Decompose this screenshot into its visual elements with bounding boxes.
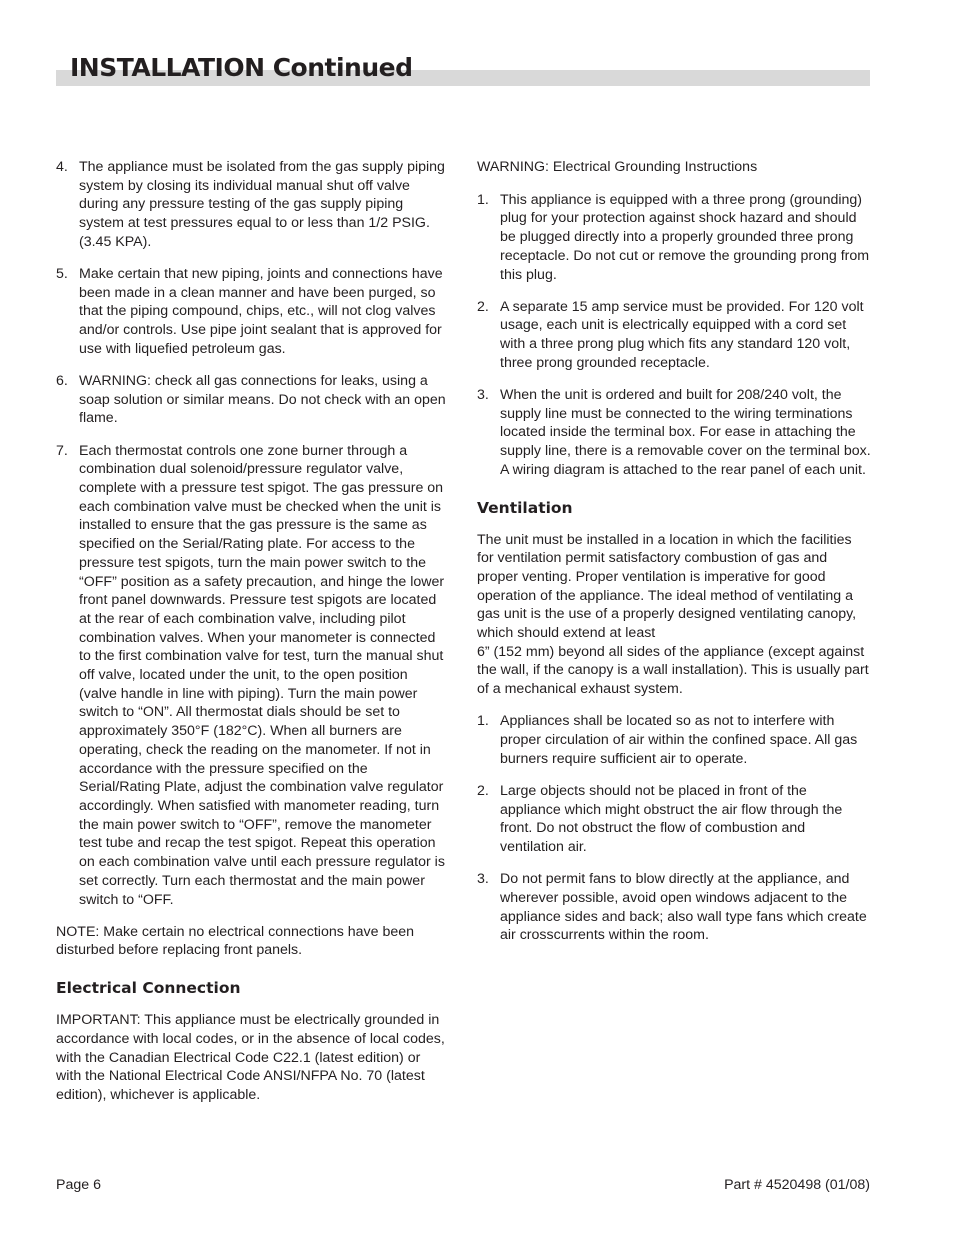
grounding-item-1	[477, 191, 871, 285]
list-text: When the unit is ordered and built for 208/240 volt, the supply line must be connected to the wiring terminations located inside the terminal box. For ease in attaching the supply line, there is a removable cover on the terminal box. A wiring diagram is attached to the rear panel of each unit.	[500, 387, 871, 478]
list-text: Each thermostat controls one zone burner through a combination dual solenoid/pressure regulator valve, complete with a pressure test spigot. The gas pressure on each combination valve must be checked when the unit is installed to ensure that the gas pressure is the same as specified on the Serial/Rating plate. For access to the pressure test spigots, turn the main power switch to the “OFF” position as a safety precaution, and hinge the lower front panel downwards. Pressure test spigots are located at the rear of each combination valve, including pilot combination valves. When your manometer is connected to the first combination valve for test, turn the manual shut off valve, located under the unit, to the open position (valve handle in line with piping). Turn the main power switch to “ON”. All thermostat dials should be set to approximately 350°F (182°C). When all burners are operating, check the reading on the manometer. If not in accordance with the pressure specified on the Serial/Rating Plate, adjust the combination valve regulator accordingly. When satisfied with manometer reading, turn the main power switch to “OFF”, remove the manometer test tube and recap the test spigot. Repeat this operation on each combination valve until each pressure regulator is set correctly. Turn each thermostat and the main power switch to “OFF.	[79, 442, 445, 908]
list-text: The appliance must be isolated from the gas supply piping system by closing its individual manual shut off valve during any pressure testing of the gas supply piping system at test pressures equal to or less than 1/2 PSIG. (3.45 KPA).	[79, 159, 445, 250]
list-text: Large objects should not be placed in front of the appliance which might obstruct the air flow through the front. Do not obstruct the flow of combustion and ventilation air.	[500, 782, 843, 856]
ventilation-heading: Ventilation	[477, 498, 573, 517]
list-text: A separate 15 amp service must be provided. For 120 volt usage, each unit is electrically equipped with a cord set with a three prong plug which fits any standard 120 volt, three prong grounded receptacle.	[500, 298, 864, 371]
grounding-item-2	[477, 298, 871, 373]
list-text: Do not permit fans to blow directly at the appliance, and wherever possible, avoid open windows adjacent to the appliance sides and back; also wall type fans which create air crosscurrents within the room.	[500, 871, 867, 944]
list-number: 7.	[56, 442, 68, 459]
electrical-connection-paragraph: IMPORTANT: This appliance must be electrically grounded in accordance with local codes, or in the absence of local codes, with the Canadian Electrical Code C22.1 (latest edition) or with the National Electrical Code ANSI/NFPA No. 70 (latest edition), whichever is applicable.	[56, 1012, 445, 1103]
list-item-4	[56, 158, 448, 252]
grounding-warning: WARNING: Electrical Grounding Instructions	[477, 159, 758, 175]
ventilation-item-3	[477, 870, 871, 945]
list-number: 3.	[477, 871, 489, 888]
page-title: INSTALLATION Continued	[70, 53, 413, 82]
ventilation-text-line-2: 6” (152 mm) beyond all sides of the appliance (except against the wall, if the canopy is a wall installation). This is usually part of a mechanical exhaust system.	[477, 643, 869, 698]
list-number: 4.	[56, 159, 68, 175]
list-item-6	[56, 372, 448, 428]
page-number: Page 6	[56, 1177, 101, 1193]
list-item-7	[56, 442, 448, 910]
list-number: 1.	[477, 713, 489, 730]
list-text: Appliances shall be located so as not to interfere with proper circulation of air within the confined space. All gas burners require sufficient air to operate.	[500, 713, 858, 767]
list-number: 2.	[477, 298, 489, 315]
ventilation-text-line-1: The unit must be installed in a location in which the facilities for ventilation permit satisfactory combustion of gas and proper venting. Proper ventilation is imperative for good operation of the appliance. The ideal method of ventilating a gas unit is the use of a properly designed ventilating canopy, which should extend at least	[477, 531, 857, 642]
left-column	[56, 158, 448, 1118]
grounding-item-3	[477, 386, 871, 480]
ventilation-item-2	[477, 782, 871, 857]
list-text: This appliance is equipped with a three prong (grounding) plug for your protection against shock hazard and should be plugged directly into a properly grounded three prong receptacle. Do not cut or remove the grounding prong from this plug.	[500, 191, 870, 283]
electrical-connection-heading: Electrical Connection	[56, 979, 241, 998]
ventilation-paragraph	[477, 531, 871, 699]
note-paragraph: NOTE: Make certain no electrical connections have been disturbed before replacing front panels.	[56, 923, 415, 959]
list-number: 5.	[56, 266, 68, 283]
list-number: 3.	[477, 387, 489, 404]
list-number: 2.	[477, 782, 489, 799]
list-number: 1.	[477, 191, 489, 208]
list-item-5	[56, 265, 448, 359]
ventilation-item-1	[477, 712, 871, 768]
right-column	[477, 158, 871, 959]
list-text: WARNING: check all gas connections for leaks, using a soap solution or similar means. Do not check with an open flame.	[79, 373, 446, 427]
part-number: Part # 4520498 (01/08)	[724, 1177, 870, 1193]
list-number: 6.	[56, 373, 68, 390]
list-text: Make certain that new piping, joints and connections have been made in a clean manner and have been purged, so that the piping compound, chips, etc., will not clog valves and/or controls. Use pipe joint sealant that is approved for use with liquefied petroleum gas.	[79, 266, 443, 357]
